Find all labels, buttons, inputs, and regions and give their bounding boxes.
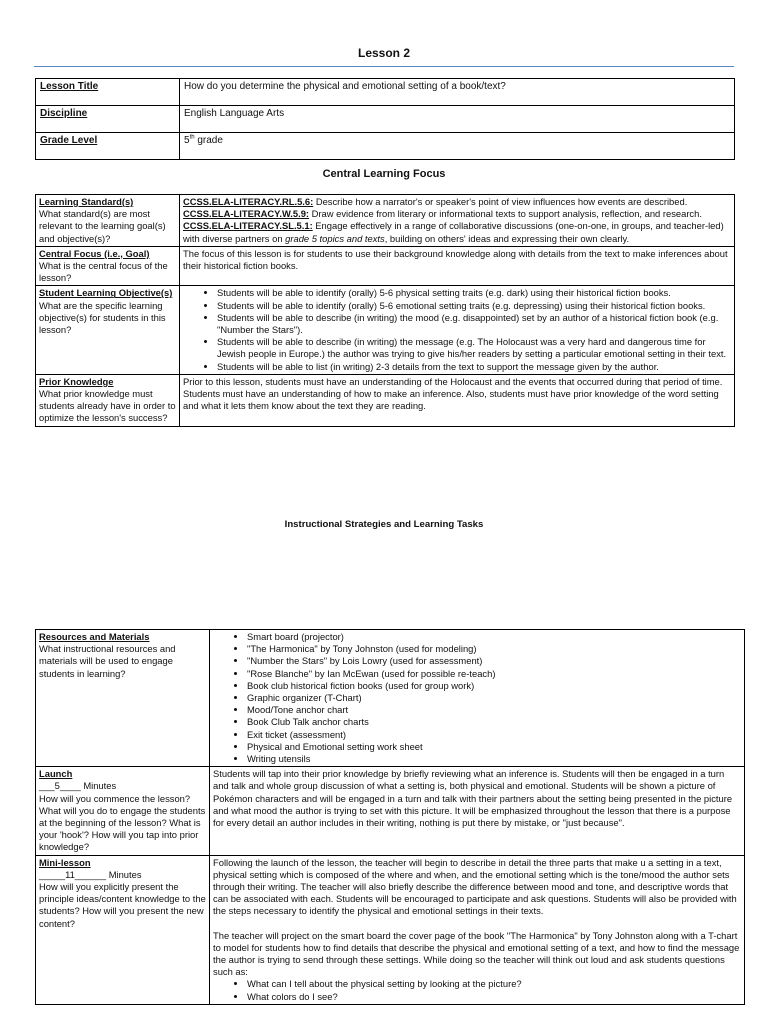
central-focus-table [35,194,735,427]
standard-text-italic: grade 5 topics and texts [285,232,385,244]
list-item: • Exit ticket (assessment) [247,729,741,741]
grade-level-value [180,133,735,160]
grade-word: grade [194,135,223,146]
grade-number: 5 [184,135,190,146]
resources-label-cell [36,630,210,767]
central-focus-label-cell [36,246,180,286]
list-item: • Students will be able to list (in writing) 2-3 details from the text to support the message given by the author. [217,361,731,373]
standards-value-cell [180,195,735,247]
list-item: • Students will be able to describe (in writing) the mood (e.g. disappointed) set by an author of a historical fiction book (e.g. "Number the Stars"). [217,312,731,336]
central-focus-value: The focus of this lesson is for students to use their background knowledge along with details from the text to make inferences about their historical fiction books. [180,246,735,286]
list-item: • "The Harmonica" by Tony Johnston (used for modeling) [247,643,741,655]
standard-text: Describe how a narrator's or speaker's point of view influences how events are described. [313,196,688,207]
mini-lesson-label: Mini-lesson [39,856,91,868]
launch-label-cell [36,767,210,855]
standard-code: CCSS.ELA-LITERACY.W.5.9: [183,208,310,220]
grade-level-label [36,133,180,160]
table-row [36,79,735,106]
prior-knowledge-label-cell [36,374,180,426]
launch-value: Students will tap into their prior knowledge by briefly reviewing what an inference is. Students will then be engaged in a turn and talk and whole group discussion of what a setting is, both physical and emotional. Students will be shown a picture of Pokémon characters and will be engaged in a turn and talk with their partners about the setting being presented in the picture and what mood the author is trying to set with this picture. It will be emphasized throughout the lesson that there is a purpose for every detail an author includes in their writing, nothing is put there by mistake, or "just because". [210,767,745,855]
standard-text: Engage effectively in a range of collaborative discussions (one-on-one, in groups, and teacher-led) with diverse partners on [183,220,724,244]
label-text: Lesson Title [40,81,99,92]
resources-list [213,631,741,765]
list-item: • Smart board (projector) [247,631,741,643]
question-list [213,978,741,1002]
lesson-info-table [35,78,735,160]
resources-question: What instructional resources and materials will be used to engage students in learning? [39,643,176,679]
objectives-value-cell [180,286,735,374]
resources-label: Resources and Materials [39,631,150,642]
standard-text: , building on others' ideas and expressing their own clearly. [384,232,630,244]
mini-lesson-minutes: _____11______ Minutes [39,868,142,880]
standards-question: What standard(s) are most relevant to the learning goal(s) and objective(s)? [39,208,166,244]
objectives-list [183,287,731,372]
table-row [36,195,735,247]
page-title: Lesson 2 [357,46,411,60]
objectives-label-cell [36,286,180,374]
title-divider [34,66,734,67]
paragraph-gap [213,918,741,930]
table-row [36,855,745,1004]
list-item: • What can I tell about the physical setting by looking at the picture? [247,978,741,990]
launch-question: How will you commence the lesson? What will you do to engage the students at the beginning of the lesson? What is your 'hook'? How will you tap into prior knowledge? [39,792,206,853]
standards-label-cell [36,195,180,247]
list-item: • Book Club Talk anchor charts [247,716,741,728]
launch-minutes: ___5____ Minutes [39,780,117,792]
launch-label: Launch [39,768,73,780]
list-item: • Book club historical fiction books (used for group work) [247,680,741,692]
table-row [36,133,735,160]
mini-lesson-value-cell [210,855,745,1004]
prior-knowledge-value: Prior to this lesson, students must have an understanding of the Holocaust and the events that occurred during that period of time. Students must have an understanding of how to make an inference. Also, students must have prior knowledge of the word setting and what it lets them know about the text they are reading. [180,374,735,426]
standard-code: CCSS.ELA-LITERACY.SL.5.1: [183,220,313,232]
prior-knowledge-question: What prior knowledge must students already have in order to optimize the lesson's success? [39,388,176,424]
mini-lesson-question: How will you explicitly present the principle ideas/content knowledge to the students? How will you present the new content? [39,881,206,929]
mini-lesson-label-cell [36,855,210,1004]
list-item: • "Number the Stars" by Lois Lowry (used for assessment) [247,655,741,667]
central-focus-label: Central Focus (i.e., Goal) [39,247,150,259]
discipline-value: English Language Arts [180,106,735,133]
table-row [36,286,735,374]
standard-item [183,208,731,220]
table-row [36,374,735,426]
table-row [36,246,735,286]
standard-code: CCSS.ELA-LITERACY.RL.5.6: [183,196,314,207]
lesson-title-label [36,79,180,106]
list-item: • Graphic organizer (T-Chart) [247,692,741,704]
standard-text: Draw evidence from literary or informational texts to support analysis, reflection, and research. [309,208,702,220]
table-row [36,630,745,767]
list-item: • "Rose Blanche" by Ian McEwan (used for possible re-teach) [247,668,741,680]
list-item: • Students will be able to identify (orally) 5-6 emotional setting traits (e.g. depressing) using their historical fiction books. [217,300,731,312]
standards-label: Learning Standard(s) [39,196,134,207]
discipline-label [36,106,180,133]
table-row [36,767,745,855]
resources-value-cell [210,630,745,767]
list-item: • Students will be able to describe (in writing) the message (e.g. The Holocaust was a very hard and dangerous time for Jewish people in Europe.) the author was trying to give his/her readers by setting a particular emotional setting in their text. [217,336,731,360]
central-focus-heading: Central Learning Focus [322,168,446,180]
prior-knowledge-label: Prior Knowledge [39,375,114,387]
objectives-label: Student Learning Objective(s) [39,287,173,299]
list-item: • What colors do I see? [247,991,741,1003]
list-item: • Physical and Emotional setting work sheet [247,741,741,753]
standard-item [183,196,731,208]
standard-item [183,220,731,244]
objectives-question: What are the specific learning objective(s) for students in this lesson? [39,299,166,336]
strategies-table [35,629,745,1005]
strategies-heading: Instructional Strategies and Learning Tasks [284,519,484,530]
table-row [36,106,735,133]
central-focus-question: What is the central focus of the lesson? [39,260,168,284]
lesson-title-value: How do you determine the physical and emotional setting of a book/text? [180,79,735,106]
label-text: Grade Level [40,135,98,146]
mini-lesson-paragraph: The teacher will project on the smart board the cover page of the book "The Harmonica" by Tony Johnston along with a T-chart to model for students how to find details that describe the physical and emotional setting of a text, and how to find the message the author is trying to send through these settings. While doing so the teacher will think out loud and ask students questions such as: [213,929,740,978]
mini-lesson-paragraph: Following the launch of the lesson, the teacher will begin to describe in detail the three parts that make u a setting in a text, physical setting which is composed of the where and when, and the emotional setting which is the tone/mood the author sets through their writing. The teacher will also briefly describe the difference between mood and tone, and descriptive words that can be associated with each. Students will be encouraged to participate and ask questions. Students will also be provided with the steps necessary to identify the physical and emotional settings in their texts. [213,856,737,917]
list-item: • Students will be able to identify (orally) 5-6 physical setting traits (e.g. dark) using their historical fiction books. [217,287,731,299]
label-text: Discipline [40,108,88,119]
list-item: • Writing utensils [247,753,741,765]
list-item: • Mood/Tone anchor chart [247,704,741,716]
grade-suffix: th [189,134,195,141]
